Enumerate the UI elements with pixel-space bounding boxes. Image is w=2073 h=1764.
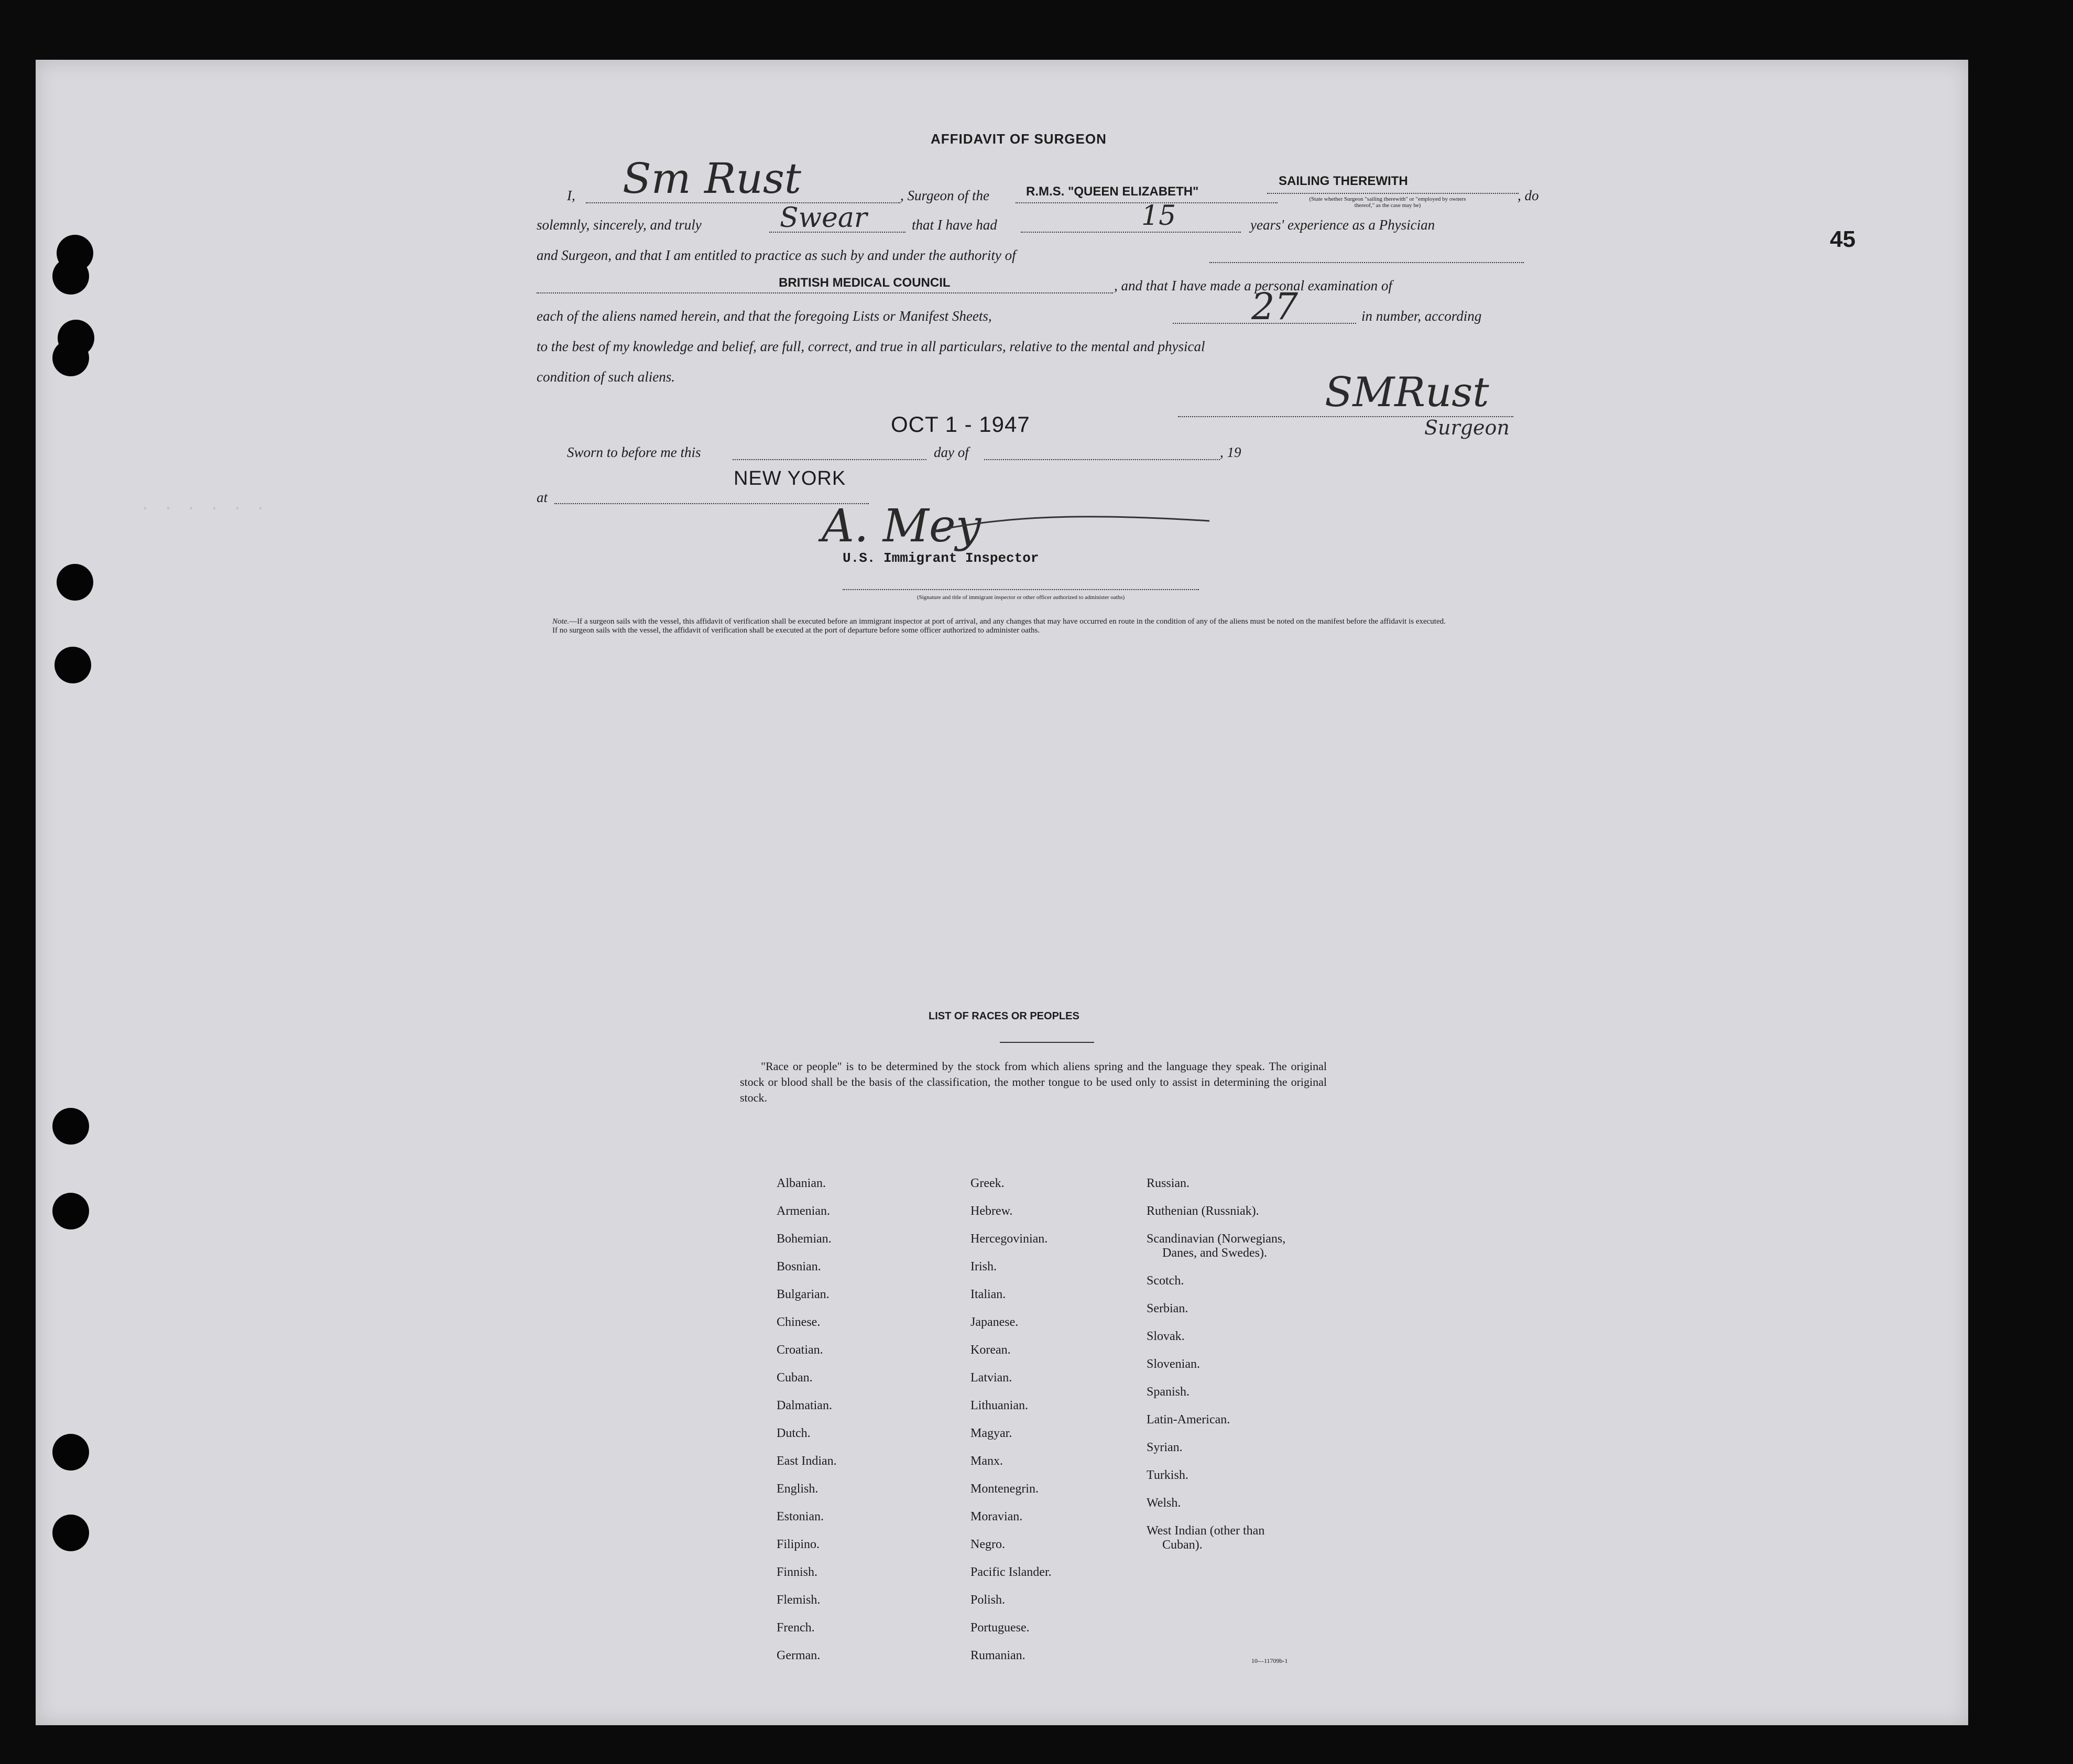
- document-sheet: [36, 60, 1968, 1725]
- note-text-2: If no surgeon sails with the vessel, the affidavit of verification shall be executed at the port of departure before some officer authorized to administer oaths.: [552, 626, 1040, 635]
- race-item: Armenian.: [777, 1204, 830, 1218]
- sailing-status: SAILING THEREWITH: [1279, 174, 1408, 188]
- race-item: Japanese.: [970, 1315, 1019, 1329]
- signature-flourish: [926, 510, 1220, 552]
- race-item: Moravian.: [970, 1510, 1023, 1523]
- race-item: Welsh.: [1147, 1496, 1181, 1510]
- race-item: Slovak.: [1147, 1330, 1185, 1343]
- note-label: Note.: [552, 617, 570, 626]
- line5-text: each of the aliens named herein, and that the foregoing Lists or Manifest Sheets,: [537, 308, 992, 324]
- year-label: , 19: [1220, 444, 1241, 460]
- race-item: Dutch.: [777, 1427, 811, 1440]
- surgeon-signature: SMRust: [1325, 369, 1489, 416]
- authority-line: [537, 292, 1113, 293]
- inspector-signature: A. Mey: [822, 500, 981, 552]
- inspector-line: [843, 589, 1199, 590]
- form-number: 10—11709b-1: [1251, 1657, 1288, 1664]
- surgeon-title-handwriting: Surgeon: [1424, 416, 1510, 439]
- race-item: Portuguese.: [970, 1621, 1030, 1635]
- at-label: at: [537, 489, 548, 505]
- race-item: Montenegrin.: [970, 1482, 1039, 1496]
- race-item: East Indian.: [777, 1454, 837, 1468]
- bleed-through-text: · · · · · ·: [140, 500, 268, 518]
- race-item: Dalmatian.: [777, 1399, 832, 1412]
- binder-hole: [57, 564, 93, 601]
- line5-text-b: in number, according: [1361, 308, 1482, 324]
- race-item: Filipino.: [777, 1538, 820, 1551]
- place-stamp: NEW YORK: [734, 467, 846, 489]
- ship-name: R.M.S. "QUEEN ELIZABETH": [1026, 184, 1199, 199]
- line2-text: solemnly, sincerely, and truly: [537, 217, 702, 233]
- binder-hole: [52, 258, 89, 295]
- race-item: Manx.: [970, 1454, 1003, 1468]
- binder-hole: [52, 340, 89, 376]
- sworn-label: Sworn to before me this: [567, 444, 701, 460]
- race-item: Spanish.: [1147, 1385, 1190, 1399]
- binder-hole: [54, 647, 91, 683]
- race-item: Russian.: [1147, 1177, 1190, 1190]
- race-item: Chinese.: [777, 1315, 821, 1329]
- surgeon-of-label: , Surgeon of the: [900, 188, 989, 203]
- race-item: Greek.: [970, 1177, 1005, 1190]
- surgeon-name-handwriting: Sm Rust: [623, 154, 802, 203]
- note-block: [531, 617, 1527, 635]
- binder-hole: [52, 1193, 89, 1229]
- race-item: Hebrew.: [970, 1204, 1013, 1218]
- note-text-1: —If a surgeon sails with the vessel, this affidavit of verification shall be executed before an immigrant inspector at port of arrival, and any changes that may have occurred en route in the condition of any of the aliens must be noted on the manifest before the affidavit is executed.: [569, 617, 1446, 626]
- day-line: [733, 459, 926, 460]
- race-item: Hercegovinian.: [970, 1232, 1048, 1246]
- race-item: Magyar.: [970, 1427, 1012, 1440]
- years-handwriting: 15: [1141, 200, 1176, 232]
- races-intro: "Race or people" is to be determined by the stock from which aliens spring and the language they speak. The original stock or blood shall be the basis of the classification, the mother tongue to be used only to assist in determining the original stock.: [740, 1060, 1327, 1104]
- race-item: Albanian.: [777, 1177, 826, 1190]
- races-title-rule: [1000, 1042, 1094, 1043]
- race-item: Estonian.: [777, 1510, 824, 1523]
- race-item: Cuban).: [1162, 1538, 1203, 1552]
- race-item: Pacific Islander.: [970, 1565, 1052, 1579]
- sailing-note: (State whether Surgeon "sailing therewith" or "employed by owners thereof," as the case may be): [1309, 196, 1466, 209]
- line3-text: and Surgeon, and that I am entitled to practice as such by and under the authority of: [537, 247, 1016, 263]
- inspector-stamp: U.S. Immigrant Inspector: [843, 550, 1039, 566]
- line6-text: to the best of my knowledge and belief, are full, correct, and true in all particulars, relative to the mental and physical: [537, 339, 1205, 354]
- years-line: [1021, 232, 1241, 233]
- do-label: , do: [1518, 188, 1539, 203]
- day-of-label: day of: [934, 444, 969, 460]
- race-item: Rumanian.: [970, 1649, 1025, 1662]
- authority-name: BRITISH MEDICAL COUNCIL: [779, 276, 951, 290]
- race-item: Slovenian.: [1147, 1357, 1200, 1371]
- race-item: Scotch.: [1147, 1274, 1184, 1288]
- race-item: Finnish.: [777, 1565, 818, 1579]
- date-stamp: OCT 1 - 1947: [891, 412, 1030, 437]
- race-item: Bosnian.: [777, 1260, 821, 1273]
- page-title: AFFIDAVIT OF SURGEON: [931, 131, 1107, 147]
- binder-hole: [52, 1515, 89, 1551]
- race-item: Lithuanian.: [970, 1399, 1028, 1412]
- race-item: Syrian.: [1147, 1441, 1183, 1454]
- binder-hole: [52, 1434, 89, 1471]
- race-item: Korean.: [970, 1343, 1011, 1357]
- races-title: LIST OF RACES OR PEOPLES: [929, 1010, 1079, 1022]
- race-item: Irish.: [970, 1260, 997, 1273]
- race-item: Italian.: [970, 1288, 1006, 1301]
- race-item: English.: [777, 1482, 819, 1496]
- race-item: Croatian.: [777, 1343, 823, 1357]
- race-item: Scandinavian (Norwegians,: [1147, 1232, 1286, 1246]
- race-item: Flemish.: [777, 1593, 821, 1607]
- line2-text-b: that I have had: [912, 217, 997, 233]
- race-item: German.: [777, 1649, 821, 1662]
- race-item: Ruthenian (Russniak).: [1147, 1204, 1259, 1218]
- line7-text: condition of such aliens.: [537, 369, 675, 385]
- race-item: Latin-American.: [1147, 1413, 1230, 1427]
- race-item: Cuban.: [777, 1371, 813, 1385]
- sailing-line: [1267, 193, 1519, 194]
- race-item: Serbian.: [1147, 1302, 1188, 1315]
- line4-text: , and that I have made a personal examination of: [1114, 278, 1392, 293]
- page-number: 45: [1830, 226, 1856, 252]
- swear-handwriting: Swear: [780, 202, 867, 234]
- race-item: French.: [777, 1621, 815, 1635]
- race-item: Bohemian.: [777, 1232, 832, 1246]
- sheets-handwriting: 27: [1251, 285, 1299, 328]
- race-item: Turkish.: [1147, 1468, 1188, 1482]
- month-line: [984, 459, 1220, 460]
- race-item: West Indian (other than: [1147, 1524, 1265, 1538]
- i-label: I,: [567, 188, 575, 203]
- race-item: Latvian.: [970, 1371, 1012, 1385]
- binder-hole: [52, 1108, 89, 1145]
- race-item: Bulgarian.: [777, 1288, 830, 1301]
- line3-fill: [1209, 262, 1524, 263]
- race-item: Negro.: [970, 1538, 1005, 1551]
- race-item: Danes, and Swedes).: [1162, 1246, 1267, 1260]
- line2-text-c: years' experience as a Physician: [1250, 217, 1435, 233]
- race-item: Polish.: [970, 1593, 1006, 1607]
- signature-caption: (Signature and title of immigrant inspector or other officer authorized to administer oaths): [917, 594, 1125, 601]
